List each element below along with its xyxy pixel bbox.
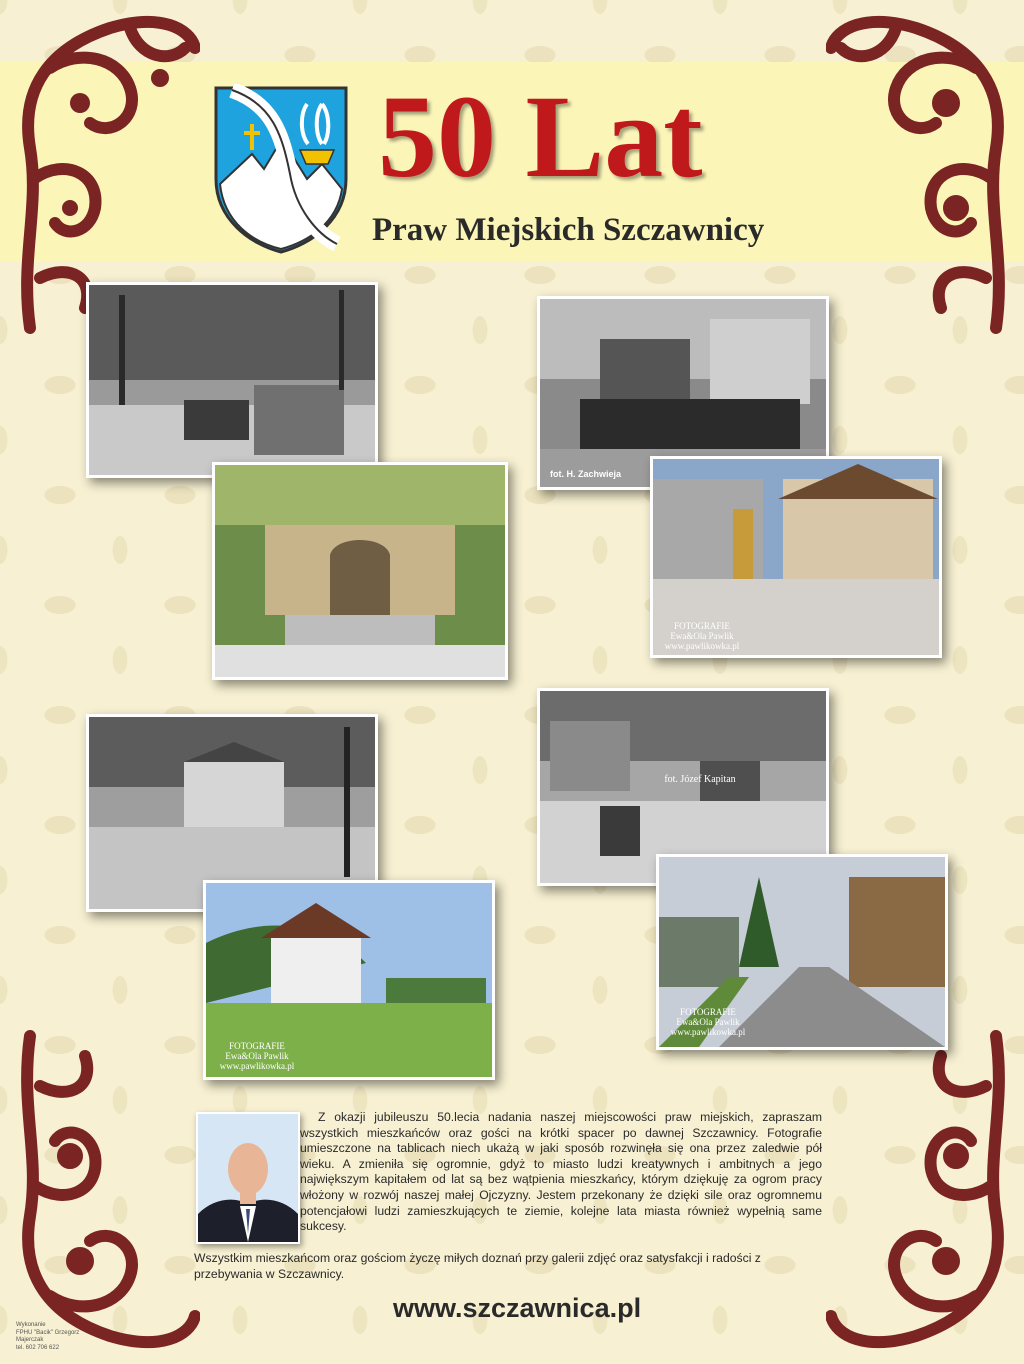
watermark-line: www.pawlikowka.pl: [219, 1061, 295, 1071]
watermark-line: FOTOGRAFIE: [680, 1007, 736, 1017]
photo-new-street: [656, 854, 948, 1050]
photo-new-square: [650, 456, 942, 658]
ornament-bottom-left: [10, 1026, 200, 1356]
maker-line: Wykonanie: [16, 1322, 46, 1328]
photo-old-park: [86, 282, 378, 478]
page-title: 50 Lat: [378, 71, 703, 202]
ornament-top-right: [826, 8, 1016, 338]
article-paragraph: Z okazji jubileuszu 50.lecia nadania naszej miejscowości praw miejskich, zapraszam wszystkich mieszkańców oraz gości na krótki spacer po dawnej Szczawnicy. Fotografie umieszczone na tablicach niech ukażą w jaki sposób rozwinęła się ona przez zaledwie pół wieku. A zmieniła się ogromnie, gdyż to miasto ludzi kreatywnych i ambitnych a jego największym kapitałem od lat są bez wątpienia mieszkańcy, którym dziękuję za ogrom pracy włożony w rozwój naszej małej Ojczyzny. Jestem przekonany że dzięki sile oraz ogromnemu potencjałowi ludzi zamieszkujących te ziemie, kolejne lata miasta również wypełnią same sukcesy.: [300, 1110, 822, 1234]
page-subtitle: Praw Miejskich Szczawnicy: [372, 212, 765, 248]
photo-new-stairs: [212, 462, 508, 680]
maker-credit: [16, 1322, 106, 1352]
maker-line: FPHU "Bacik" Grzegorz Majerczak: [16, 1329, 80, 1343]
watermark-line: Ewa&Ola Pawlik: [670, 631, 734, 641]
watermark-line: FOTOGRAFIE: [229, 1041, 285, 1051]
website-link[interactable]: www.szczawnica.pl: [393, 1293, 642, 1323]
watermark-line: www.pawlikowka.pl: [664, 641, 740, 651]
photo-credit: fot. Józef Kapitan: [664, 774, 736, 785]
watermark-line: www.pawlikowka.pl: [670, 1027, 746, 1037]
ornament-bottom-right: [826, 1026, 1016, 1356]
photo-guesthouse: [203, 880, 495, 1080]
watermark-line: Ewa&Ola Pawlik: [676, 1017, 740, 1027]
photo-credit: fot. H. Zachwieja: [550, 469, 622, 479]
watermark-line: Ewa&Ola Pawlik: [225, 1051, 289, 1061]
maker-line: tel. 602 706 622: [16, 1344, 60, 1351]
coat-of-arms-icon: [212, 84, 350, 254]
mayor-portrait: [196, 1112, 300, 1244]
article-closing: Wszystkim mieszkańcom oraz gościom życzę miłych doznań przy galerii zdjęć oraz satysfakcji i radości z przebywania w Szczawnicy.: [194, 1251, 761, 1281]
watermark-line: FOTOGRAFIE: [674, 621, 730, 631]
